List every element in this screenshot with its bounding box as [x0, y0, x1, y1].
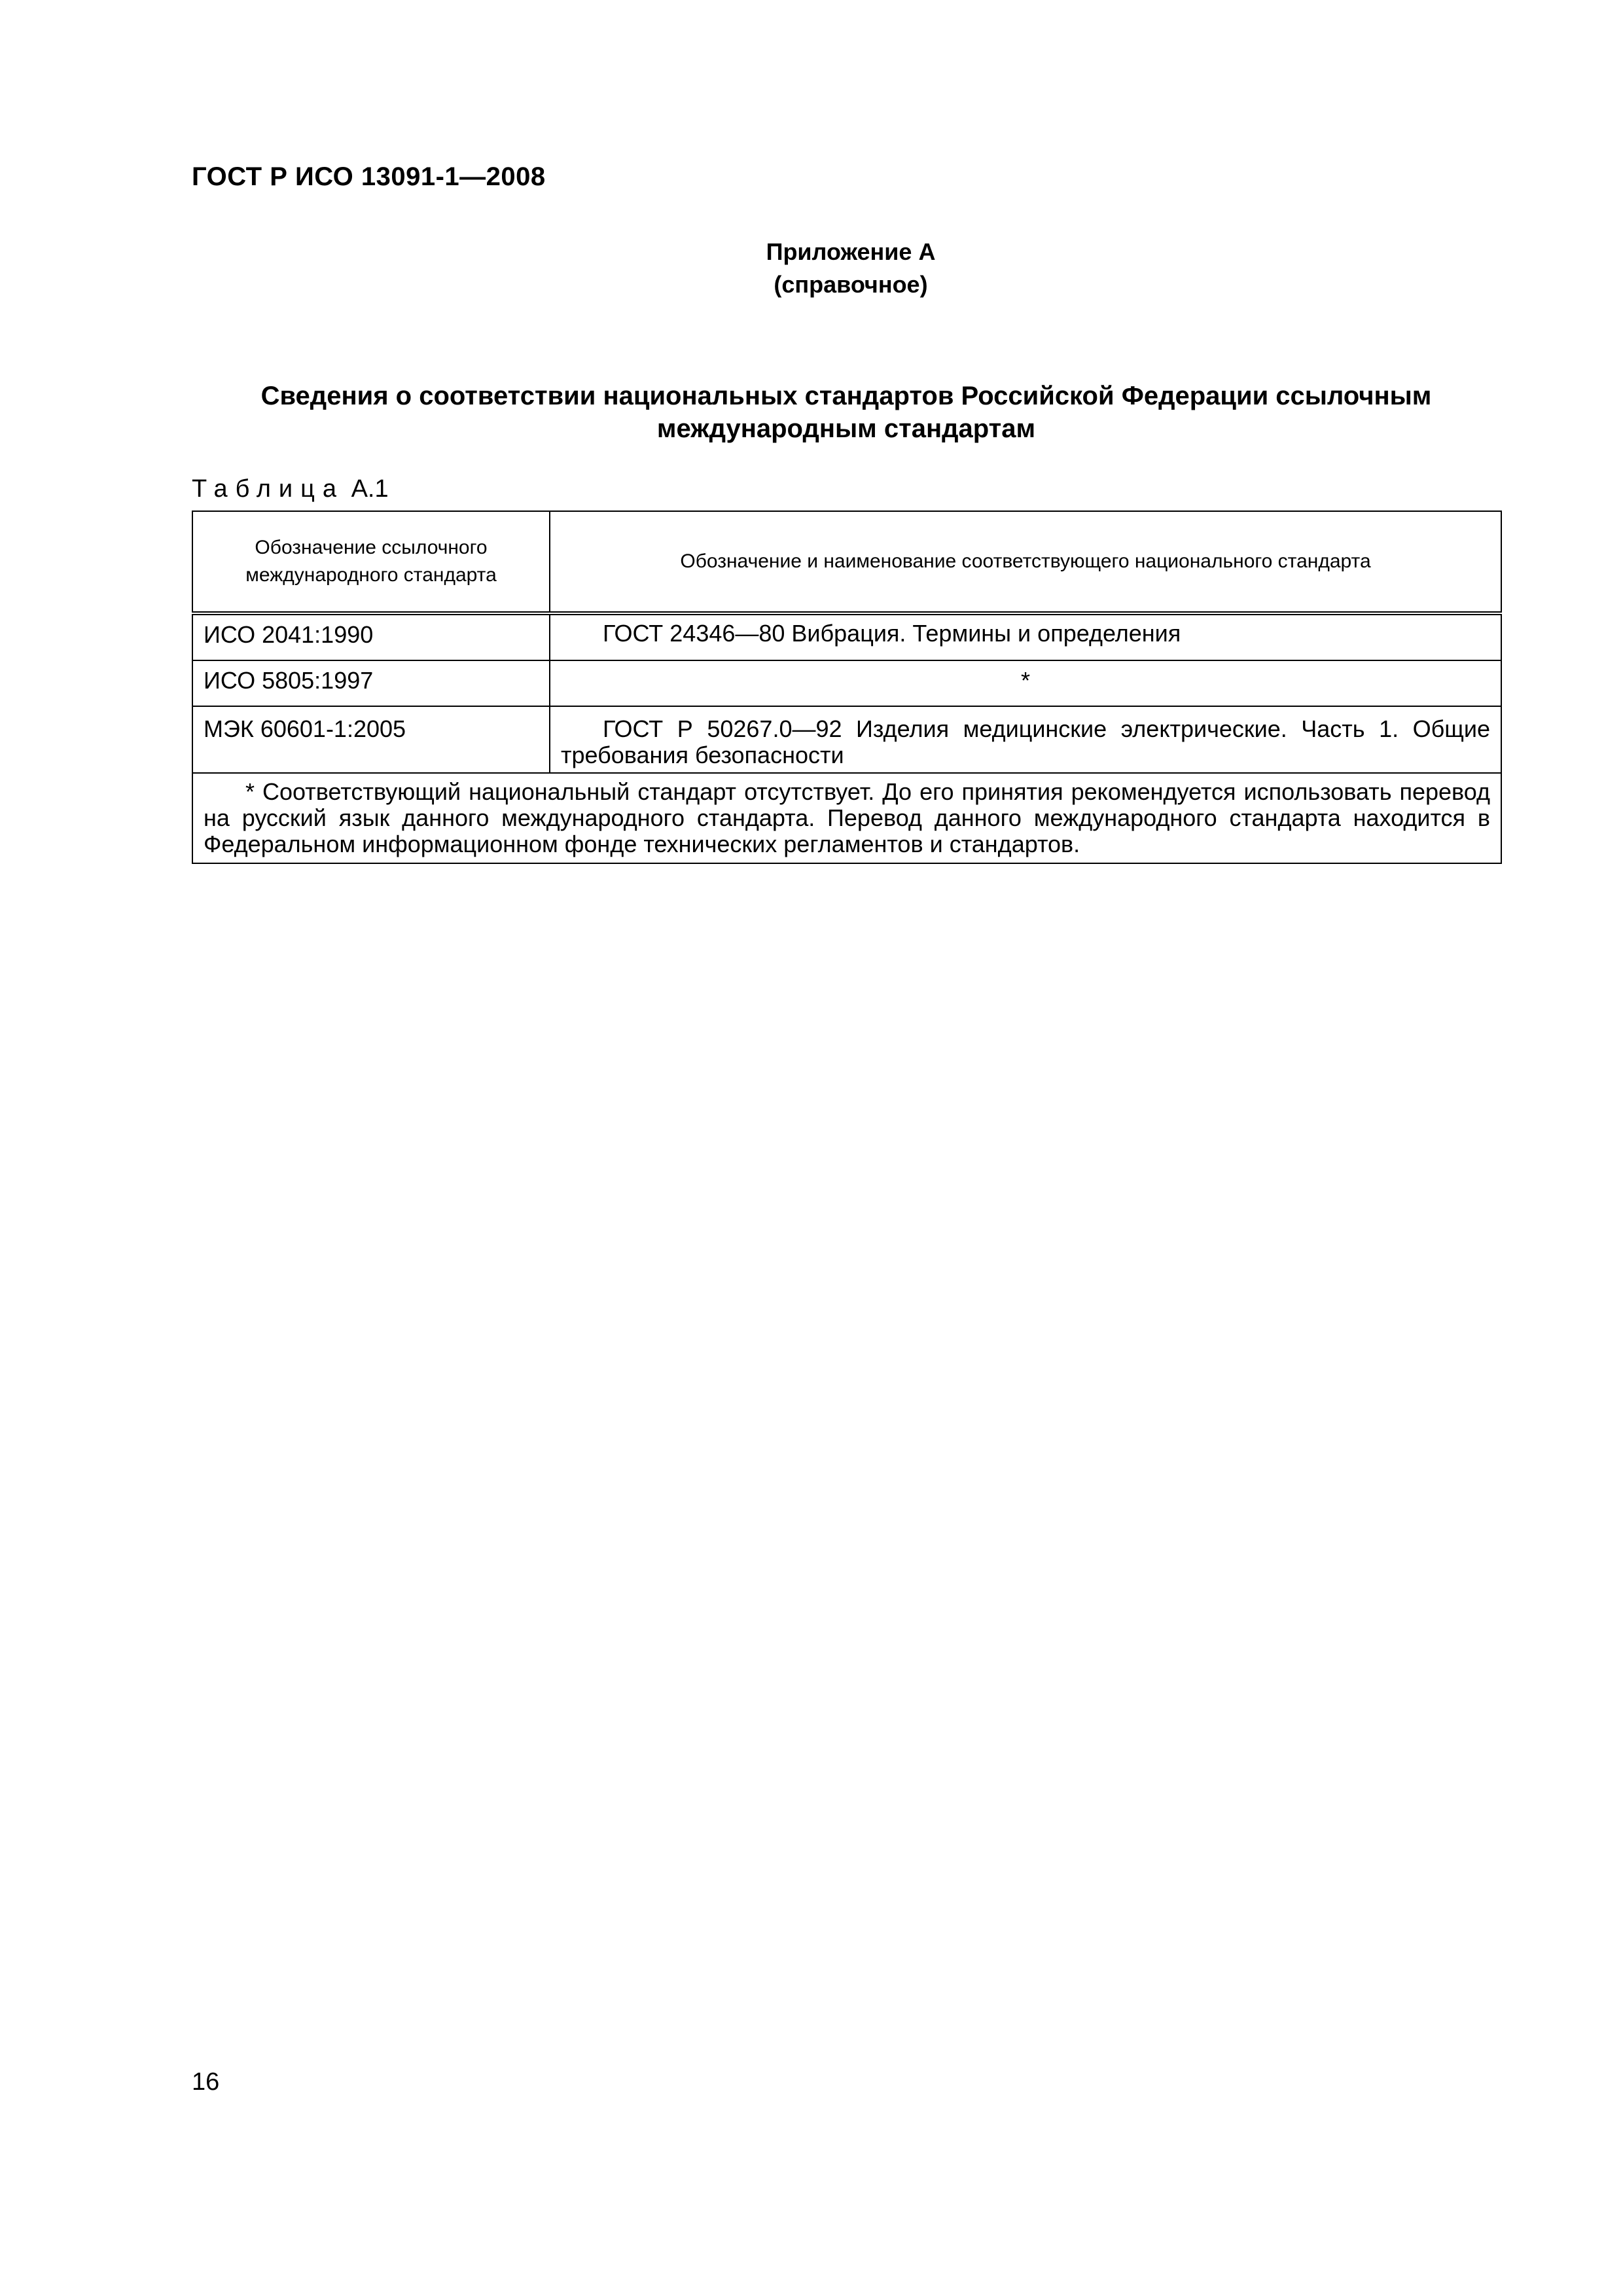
header-international-standard: Обозначение ссылочного международного стандарта [192, 511, 550, 613]
table-row [192, 613, 1501, 660]
annex-status: (справочное) [774, 271, 928, 298]
standards-table [192, 511, 1502, 864]
annex-heading [720, 236, 982, 301]
table-label [192, 475, 389, 503]
page-number: 16 [192, 2068, 220, 2096]
table-row [192, 660, 1501, 706]
cell-international: ИСО 2041:1990 [192, 613, 550, 660]
header-national-standard: Обозначение и наименование соответствующего национального стандарта [550, 511, 1501, 613]
cell-international: МЭК 60601-1:2005 [192, 706, 550, 773]
cell-national: * [550, 660, 1501, 706]
table-label-number: А.1 [351, 475, 389, 503]
cell-national: ГОСТ Р 50267.0—92 Изделия медицинские электрические. Часть 1. Общие требования безопасности [550, 706, 1501, 773]
cell-national: ГОСТ 24346—80 Вибрация. Термины и определения [550, 613, 1501, 660]
cell-international: ИСО 5805:1997 [192, 660, 550, 706]
annex-title: Приложение А [766, 238, 936, 265]
section-title-line1: Сведения о соответствии национальных стандартов Российской Федерации ссылочным [260, 382, 1432, 410]
table-footnote-row [192, 773, 1501, 863]
table-footnote: * Соответствующий национальный стандарт отсутствует. До его принятия рекомендуется использовать перевод на русский язык данного международного стандарта. Перевод данного международного стандарта находится в Федеральном информационном фонде технических регламентов и стандартов. [192, 773, 1501, 863]
table-row [192, 706, 1501, 773]
document-code: ГОСТ Р ИСО 13091-1—2008 [192, 162, 546, 191]
section-title-line2: международным стандартам [656, 414, 1036, 443]
table-header-row [192, 511, 1501, 613]
table-label-word: Таблица [192, 475, 344, 503]
section-title [192, 380, 1501, 445]
